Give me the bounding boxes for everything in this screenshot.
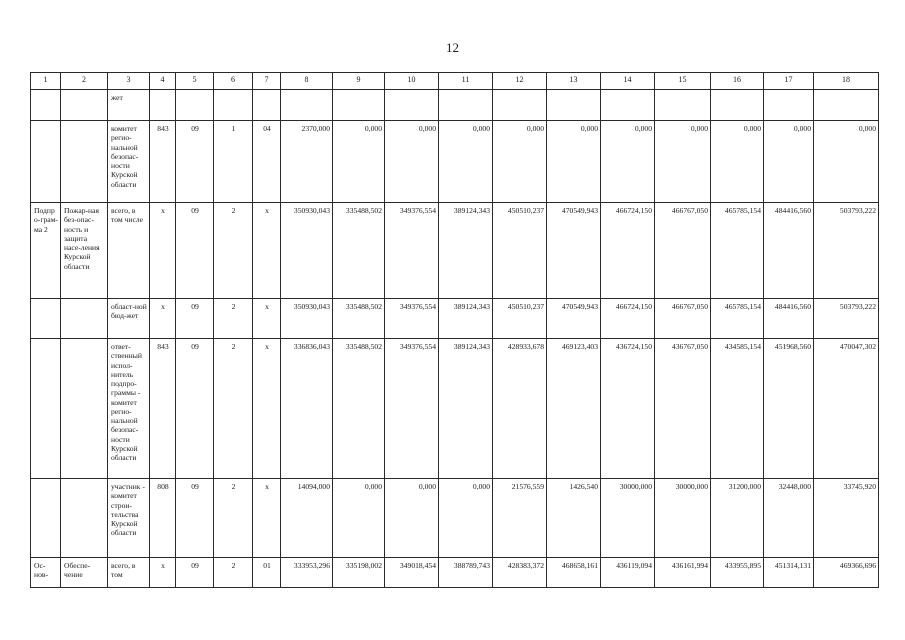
table-row xyxy=(31,479,879,558)
table-cell-col-5: 09 xyxy=(176,203,214,299)
table-cell-col-7: x xyxy=(253,479,281,558)
column-header-4: 4 xyxy=(150,73,176,90)
table-cell-col-14 xyxy=(601,90,655,121)
table-cell-col-18: 470047,302 xyxy=(814,339,879,479)
table-cell-col-6: 2 xyxy=(214,299,253,339)
column-header-17: 17 xyxy=(764,73,814,90)
table-cell-col-14: 436724,150 xyxy=(601,339,655,479)
table-cell-col-3: участник - комитет строи-тельства Курской области xyxy=(108,479,150,558)
table-cell-col-1: Ос-нов- xyxy=(31,558,61,588)
table-cell-col-3: всего, в том xyxy=(108,558,150,588)
table-cell-col-13: 0,000 xyxy=(547,121,601,203)
table-cell-col-9: 0,000 xyxy=(333,479,385,558)
table-cell-col-5: 09 xyxy=(176,299,214,339)
table-cell-col-15: 436767,050 xyxy=(655,339,711,479)
table-cell-col-11: 389124,343 xyxy=(439,299,493,339)
table-cell-col-1 xyxy=(31,90,61,121)
table-row xyxy=(31,90,879,121)
table-cell-col-9: 335488,502 xyxy=(333,299,385,339)
table-cell-col-4: x xyxy=(150,203,176,299)
table-cell-col-10: 349018,454 xyxy=(385,558,439,588)
table-cell-col-2 xyxy=(61,299,108,339)
table-cell-col-13: 470549,943 xyxy=(547,203,601,299)
table-header-row xyxy=(31,73,879,90)
table-cell-col-17: 484416,560 xyxy=(764,203,814,299)
table-cell-col-17: 451314,131 xyxy=(764,558,814,588)
table-cell-col-13: 1426,540 xyxy=(547,479,601,558)
table-cell-col-9: 0,000 xyxy=(333,121,385,203)
table-cell-col-1 xyxy=(31,479,61,558)
table-cell-col-12: 428933,678 xyxy=(493,339,547,479)
column-header-15: 15 xyxy=(655,73,711,90)
table-cell-col-5: 09 xyxy=(176,558,214,588)
table-cell-col-5: 09 xyxy=(176,339,214,479)
table-cell-col-1 xyxy=(31,339,61,479)
table-cell-col-11 xyxy=(439,90,493,121)
table-cell-col-4: 808 xyxy=(150,479,176,558)
column-header-1: 1 xyxy=(31,73,61,90)
table-cell-col-10: 0,000 xyxy=(385,479,439,558)
table-cell-col-16: 433955,895 xyxy=(711,558,764,588)
table-cell-col-3: комитет регио-нальной безопас-ности Курской области xyxy=(108,121,150,203)
table-cell-col-11: 0,000 xyxy=(439,479,493,558)
table-cell-col-8: 333953,296 xyxy=(281,558,333,588)
table-cell-col-17: 451968,560 xyxy=(764,339,814,479)
table-cell-col-5: 09 xyxy=(176,121,214,203)
table-cell-col-16: 0,000 xyxy=(711,121,764,203)
table-row xyxy=(31,339,879,479)
column-header-10: 10 xyxy=(385,73,439,90)
table-cell-col-7: 04 xyxy=(253,121,281,203)
table-cell-col-12: 450510,237 xyxy=(493,203,547,299)
table-row xyxy=(31,121,879,203)
table-cell-col-3: област-ной бюд-жет xyxy=(108,299,150,339)
page-number: 12 xyxy=(446,40,459,55)
table-cell-col-11: 389124,343 xyxy=(439,203,493,299)
table-cell-col-3: всего, в том числе xyxy=(108,203,150,299)
budget-table xyxy=(30,72,879,588)
table-cell-col-6 xyxy=(214,90,253,121)
column-header-11: 11 xyxy=(439,73,493,90)
table-cell-col-7: x xyxy=(253,299,281,339)
table-row xyxy=(31,299,879,339)
table-cell-col-7 xyxy=(253,90,281,121)
table-cell-col-9: 335488,502 xyxy=(333,339,385,479)
table-cell-col-2: Пожар-ная без-опас-ность и защита насе-ления Курской области xyxy=(61,203,108,299)
table-cell-col-14: 466724,150 xyxy=(601,203,655,299)
table-cell-col-8: 350930,043 xyxy=(281,203,333,299)
table-cell-col-7: x xyxy=(253,339,281,479)
table-cell-col-4: 843 xyxy=(150,339,176,479)
table-cell-col-8: 2370,000 xyxy=(281,121,333,203)
table-cell-col-7: x xyxy=(253,203,281,299)
column-header-18: 18 xyxy=(814,73,879,90)
table-cell-col-18: 503793,222 xyxy=(814,203,879,299)
table-cell-col-16: 465785,154 xyxy=(711,203,764,299)
column-header-7: 7 xyxy=(253,73,281,90)
table-cell-col-13: 468658,161 xyxy=(547,558,601,588)
table-cell-col-16: 434585,154 xyxy=(711,339,764,479)
table-cell-col-15: 466767,050 xyxy=(655,299,711,339)
table-cell-col-2 xyxy=(61,121,108,203)
table-cell-col-2 xyxy=(61,479,108,558)
table-cell-col-12 xyxy=(493,90,547,121)
column-header-2: 2 xyxy=(61,73,108,90)
table-row xyxy=(31,203,879,299)
table-cell-col-15 xyxy=(655,90,711,121)
table-cell-col-2 xyxy=(61,90,108,121)
table-cell-col-6: 2 xyxy=(214,558,253,588)
column-header-12: 12 xyxy=(493,73,547,90)
table-cell-col-12: 21576,559 xyxy=(493,479,547,558)
table-cell-col-14: 30000,000 xyxy=(601,479,655,558)
table-cell-col-8 xyxy=(281,90,333,121)
column-header-13: 13 xyxy=(547,73,601,90)
table-cell-col-14: 466724,150 xyxy=(601,299,655,339)
table-cell-col-10: 0,000 xyxy=(385,121,439,203)
table-cell-col-5: 09 xyxy=(176,479,214,558)
table-cell-col-5 xyxy=(176,90,214,121)
column-header-9: 9 xyxy=(333,73,385,90)
table-cell-col-6: 2 xyxy=(214,339,253,479)
table-cell-col-3: ответ-ственный испол-нитель подпро-граммы - комитет регио-нальной безопас-ности Курской области xyxy=(108,339,150,479)
table-cell-col-11: 0,000 xyxy=(439,121,493,203)
table-cell-col-3: жет xyxy=(108,90,150,121)
table-cell-col-2 xyxy=(61,339,108,479)
table-cell-col-12: 0,000 xyxy=(493,121,547,203)
table-cell-col-13: 470549,943 xyxy=(547,299,601,339)
table-cell-col-6: 2 xyxy=(214,203,253,299)
table-cell-col-11: 389124,343 xyxy=(439,339,493,479)
table-cell-col-18: 469366,696 xyxy=(814,558,879,588)
table-cell-col-4: x xyxy=(150,558,176,588)
table-cell-col-12: 428383,372 xyxy=(493,558,547,588)
table-cell-col-6: 2 xyxy=(214,479,253,558)
table-cell-col-10: 349376,554 xyxy=(385,299,439,339)
table-cell-col-16 xyxy=(711,90,764,121)
table-cell-col-17: 32448,000 xyxy=(764,479,814,558)
table-cell-col-14: 436119,094 xyxy=(601,558,655,588)
table-cell-col-9 xyxy=(333,90,385,121)
table-cell-col-12: 450510,237 xyxy=(493,299,547,339)
table-cell-col-18: 503793,222 xyxy=(814,299,879,339)
table-cell-col-15: 30000,000 xyxy=(655,479,711,558)
table-cell-col-16: 465785,154 xyxy=(711,299,764,339)
table-cell-col-4: 843 xyxy=(150,121,176,203)
table-cell-col-1: Подпро-грам-ма 2 xyxy=(31,203,61,299)
table-cell-col-8: 14094,000 xyxy=(281,479,333,558)
table-cell-col-9: 335488,502 xyxy=(333,203,385,299)
column-header-8: 8 xyxy=(281,73,333,90)
table-row xyxy=(31,558,879,588)
table-cell-col-2: Обеспе-чение xyxy=(61,558,108,588)
column-header-5: 5 xyxy=(176,73,214,90)
table-cell-col-16: 31200,000 xyxy=(711,479,764,558)
table-cell-col-10 xyxy=(385,90,439,121)
column-header-16: 16 xyxy=(711,73,764,90)
table-cell-col-8: 336836,043 xyxy=(281,339,333,479)
table-cell-col-18 xyxy=(814,90,879,121)
table-cell-col-7: 01 xyxy=(253,558,281,588)
table-cell-col-8: 350930,043 xyxy=(281,299,333,339)
table-cell-col-14: 0,000 xyxy=(601,121,655,203)
table-cell-col-1 xyxy=(31,299,61,339)
table-cell-col-18: 0,000 xyxy=(814,121,879,203)
table-cell-col-9: 335198,002 xyxy=(333,558,385,588)
table-cell-col-17: 0,000 xyxy=(764,121,814,203)
table-cell-col-11: 388789,743 xyxy=(439,558,493,588)
table-cell-col-4 xyxy=(150,90,176,121)
column-header-3: 3 xyxy=(108,73,150,90)
table-cell-col-13 xyxy=(547,90,601,121)
table-cell-col-18: 33745,920 xyxy=(814,479,879,558)
table-cell-col-6: 1 xyxy=(214,121,253,203)
table-cell-col-10: 349376,554 xyxy=(385,339,439,479)
table-cell-col-17 xyxy=(764,90,814,121)
table-body xyxy=(31,90,879,588)
table-cell-col-10: 349376,554 xyxy=(385,203,439,299)
table-cell-col-15: 0,000 xyxy=(655,121,711,203)
table-cell-col-15: 466767,050 xyxy=(655,203,711,299)
table-cell-col-17: 484416,560 xyxy=(764,299,814,339)
table-cell-col-13: 469123,403 xyxy=(547,339,601,479)
table-cell-col-1 xyxy=(31,121,61,203)
column-header-14: 14 xyxy=(601,73,655,90)
column-header-6: 6 xyxy=(214,73,253,90)
table-cell-col-4: x xyxy=(150,299,176,339)
table-cell-col-15: 436161,994 xyxy=(655,558,711,588)
